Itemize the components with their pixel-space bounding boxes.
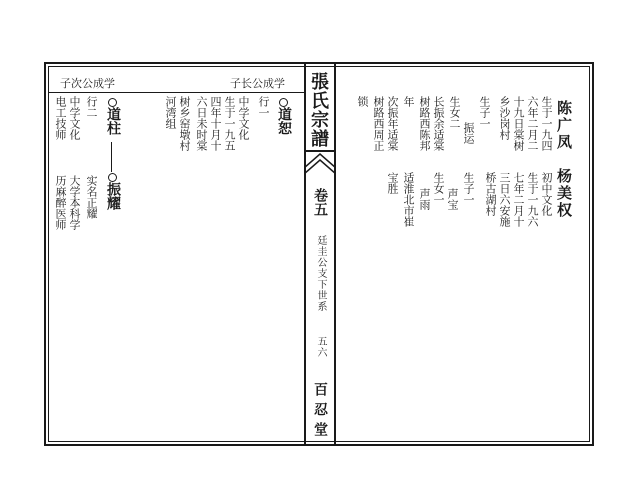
person-detail: 实名正耀 xyxy=(85,175,98,219)
grandchild-name: 声雨 xyxy=(418,188,431,210)
daughter-marriage: 次振年适棠 xyxy=(386,96,399,151)
branch-label: 廷圭公支下世系 xyxy=(315,235,326,312)
son-name: 振运 xyxy=(462,122,475,144)
wife-education: 初中文化 xyxy=(540,172,553,216)
person-name: 振耀 xyxy=(105,182,121,210)
wife-birth: 生于一九六 xyxy=(526,172,539,227)
lineage-circle xyxy=(279,98,288,107)
genealogy-title: 張氏宗譜 xyxy=(308,72,329,148)
children-note: 生女一 xyxy=(432,172,445,205)
person-name: 道柱 xyxy=(105,107,121,135)
header-second-son: 子次公成学 xyxy=(60,77,115,90)
children-note: 生女二 xyxy=(448,96,461,129)
daughter-marriage: 锁 xyxy=(356,96,369,107)
fishtail-ornament xyxy=(304,152,336,186)
person-detail: 河湾组 xyxy=(164,96,177,129)
husband-birth: 十九日棠树 xyxy=(512,96,525,151)
grandchild-name: 声宝 xyxy=(446,188,459,210)
wife-birthplace: 三日六安施 xyxy=(498,172,511,227)
person-detail: 电工技师 xyxy=(54,96,67,140)
header-eldest-son: 子长公成学 xyxy=(230,77,285,90)
person-detail: 大学本科学 xyxy=(68,175,81,230)
daughter-marriage: 长振余适棠 xyxy=(432,96,445,151)
daughter-marriage: 宝胜 xyxy=(386,172,399,194)
person-detail: 历麻醉医师 xyxy=(54,175,67,230)
husband-birth: 生于一九四 xyxy=(540,96,553,151)
hall-name: 百忍堂 xyxy=(312,382,328,442)
couple-names: 陈广凤 杨美权 xyxy=(555,100,573,219)
daughter-marriage: 适淮北市崔 xyxy=(402,172,415,227)
husband-birth: 六年二月二 xyxy=(526,96,539,151)
wife-birth: 七年二月十 xyxy=(512,172,525,227)
volume-label: 卷五 xyxy=(312,188,328,216)
person-detail: 中学文化 xyxy=(237,96,250,140)
left-header-rule xyxy=(48,92,304,93)
person-detail: 中学文化 xyxy=(68,96,81,140)
lineage-circle xyxy=(108,98,117,107)
person-detail: 树乡窑墩村 xyxy=(178,96,191,151)
page-number: 五六 xyxy=(315,336,326,358)
lineage-circle xyxy=(108,173,117,182)
children-note: 生子一 xyxy=(478,96,491,129)
daughter-marriage: 年 xyxy=(402,96,415,107)
wife-birthplace: 桥古湖村 xyxy=(484,172,497,216)
lineage-line xyxy=(111,142,112,172)
daughter-marriage: 树路西陈邦 xyxy=(418,96,431,151)
person-detail: 生于一九五 xyxy=(223,96,236,151)
daughter-marriage: 树路西周正 xyxy=(372,96,385,151)
person-name: 道恕 xyxy=(276,107,292,135)
person-detail: 行一 xyxy=(257,96,270,118)
children-note: 生子一 xyxy=(462,172,475,205)
person-detail: 四年十月十 xyxy=(209,96,222,151)
person-detail: 行二 xyxy=(85,96,98,118)
person-detail: 六日未时棠 xyxy=(195,96,208,151)
husband-birthplace: 乡沙岗村 xyxy=(498,96,511,140)
